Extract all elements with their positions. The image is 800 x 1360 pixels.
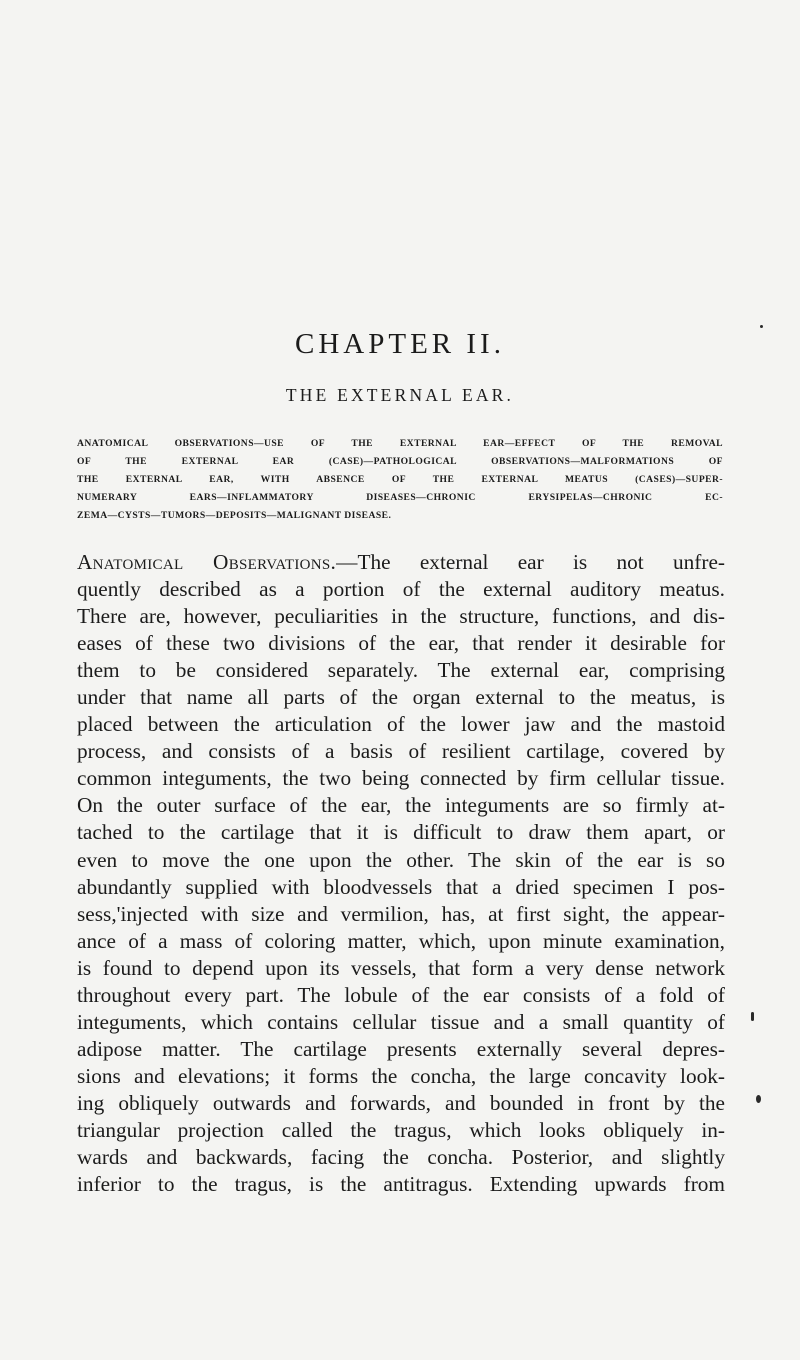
body-line: process, and consists of a basis of resilient cartilage, covered by	[77, 739, 725, 764]
body-line: common integuments, the two being connected by firm cellular tissue.	[77, 766, 725, 791]
section-lead: Anatomical Observations.	[77, 550, 337, 574]
body-line: There are, however, peculiarities in the structure, functions, and dis-	[77, 604, 725, 629]
body-line: ing obliquely outwards and forwards, and bounded in front by the	[77, 1090, 725, 1115]
body-line	[77, 549, 725, 576]
margin-speck	[756, 1095, 761, 1103]
synopsis-line: THE EXTERNAL EAR, WITH ABSENCE OF THE EXTERNAL MEATUS (CASES)—SUPER-	[77, 474, 723, 485]
body-line: under that name all parts of the organ external to the meatus, is	[77, 685, 725, 710]
body-line: eases of these two divisions of the ear, that render it desirable for	[77, 631, 725, 656]
body-paragraph	[77, 549, 725, 1198]
body-line: tached to the cartilage that it is difficult to draw them apart, or	[77, 820, 725, 845]
body-line: placed between the articulation of the lower jaw and the mastoid	[77, 712, 725, 737]
body-line: abundantly supplied with bloodvessels that a dried specimen I pos-	[77, 874, 725, 899]
body-line: ance of a mass of coloring matter, which, upon minute examination,	[77, 928, 725, 953]
body-line: sess,'injected with size and vermilion, has, at first sight, the appear-	[77, 901, 725, 926]
body-line: inferior to the tragus, is the antitragus. Extending upwards from	[77, 1172, 725, 1197]
synopsis-line: ANATOMICAL OBSERVATIONS—USE OF THE EXTERNAL EAR—EFFECT OF THE REMOVAL	[77, 438, 723, 449]
body-line: is found to depend upon its vessels, that form a very dense network	[77, 955, 725, 980]
body-line: integuments, which contains cellular tissue and a small quantity of	[77, 1009, 725, 1034]
margin-speck	[751, 1012, 754, 1021]
body-line: quently described as a portion of the external auditory meatus.	[77, 577, 725, 602]
chapter-heading: CHAPTER II.	[295, 328, 505, 360]
synopsis-line: ZEMA—CYSTS—TUMORS—DEPOSITS—MALIGNANT DISEASE.	[77, 510, 392, 521]
synopsis-line: NUMERARY EARS—INFLAMMATORY DISEASES—CHRONIC ERYSIPELAS—CHRONIC EC-	[77, 492, 723, 503]
body-line: triangular projection called the tragus, which looks obliquely in-	[77, 1117, 725, 1142]
body-line: even to move the one upon the other. The skin of the ear is so	[77, 847, 725, 872]
body-line-text: —The external ear is not unfre-	[336, 550, 725, 574]
body-line: them to be considered separately. The external ear, comprising	[77, 658, 725, 683]
body-line: throughout every part. The lobule of the ear consists of a fold of	[77, 982, 725, 1007]
body-line: sions and elevations; it forms the concha, the large concavity look-	[77, 1063, 725, 1088]
body-line: adipose matter. The cartilage presents externally several depres-	[77, 1036, 725, 1061]
chapter-title: THE EXTERNAL EAR.	[285, 385, 515, 405]
body-line: On the outer surface of the ear, the integuments are so firmly at-	[77, 793, 725, 818]
margin-speck	[760, 325, 763, 328]
chapter-synopsis	[77, 435, 723, 525]
synopsis-line: OF THE EXTERNAL EAR (CASE)—PATHOLOGICAL OBSERVATIONS—MALFORMATIONS OF	[77, 456, 723, 467]
body-line: wards and backwards, facing the concha. Posterior, and slightly	[77, 1145, 725, 1170]
